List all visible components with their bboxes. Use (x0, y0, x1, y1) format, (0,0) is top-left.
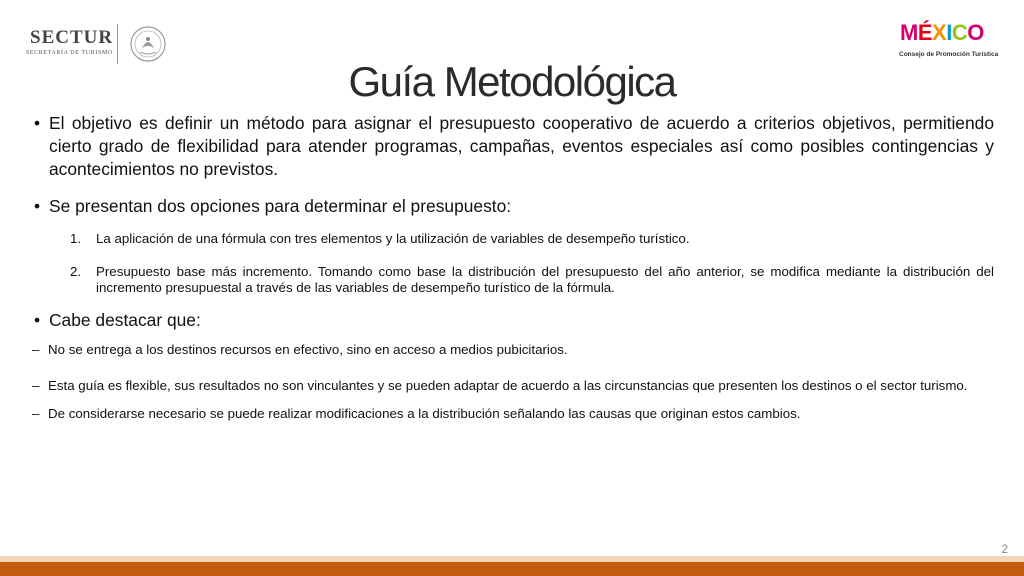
bullet-options-intro: • Se presentan dos opciones para determinar el presupuesto: (34, 195, 994, 218)
dash-text: No se entrega a los destinos recursos en efectivo, sino en acceso a medios pubicitarios. (48, 342, 568, 357)
bullet-objective: • El objetivo es definir un método para asignar el presupuesto cooperativo de acuerdo a criterios objetivos, permitiendo cierto grado de flexibilidad para atender programas, campañas, eventos especiales así como posibles contingencias y acontecimientos no previstos. (34, 112, 994, 181)
slide-body (34, 112, 994, 422)
sectur-logo-text: SECTUR (30, 27, 114, 48)
numbered-item (34, 231, 994, 247)
sectur-logo (12, 10, 162, 60)
logo-letter: X (932, 20, 947, 45)
numbered-item (34, 264, 994, 296)
item-number: 1. (70, 231, 82, 246)
dash-item (34, 342, 994, 358)
dash-text: Esta guía es flexible, sus resultados no son vinculantes y se pueden adaptar de acuerdo a las circunstancias que presenten los destinos o el sector turismo. (48, 378, 968, 393)
dash-marker: – (32, 342, 40, 357)
item-text: La aplicación de una fórmula con tres elementos y la utilización de variables de desempeño turístico. (96, 231, 690, 246)
sectur-logo-subtitle: SECRETARÍA DE TURISMO (26, 50, 113, 56)
dash-item (34, 378, 994, 394)
bullet-note-intro: • Cabe destacar que: (34, 309, 994, 332)
slide-title: Guía Metodológica (348, 58, 676, 105)
logo-letter: I (946, 20, 952, 45)
mexico-logo-text (900, 20, 984, 46)
logo-letter: C (951, 20, 968, 45)
dash-item (34, 406, 994, 422)
page-number: 2 (1001, 542, 1008, 556)
dash-text: De considerarse necesario se puede realizar modificaciones a la distribución señalando las causas que originan estos cambios. (48, 406, 801, 421)
logo-letter: O (967, 20, 984, 45)
dash-marker: – (32, 378, 40, 393)
item-text: Presupuesto base más incremento. Tomando como base la distribución del presupuesto del año anterior, se modifica mediante la distribución del incremento presupuestal a través de las variables de desempeño turístico de la fórmula. (96, 264, 994, 295)
item-number: 2. (70, 264, 82, 279)
logo-letter: M (900, 20, 918, 45)
logo-letter: É (917, 20, 933, 45)
dash-marker: – (32, 406, 40, 421)
mexico-logo-subtitle: Consejo de Promoción Turística (899, 51, 999, 58)
footer-bar (0, 562, 1024, 576)
